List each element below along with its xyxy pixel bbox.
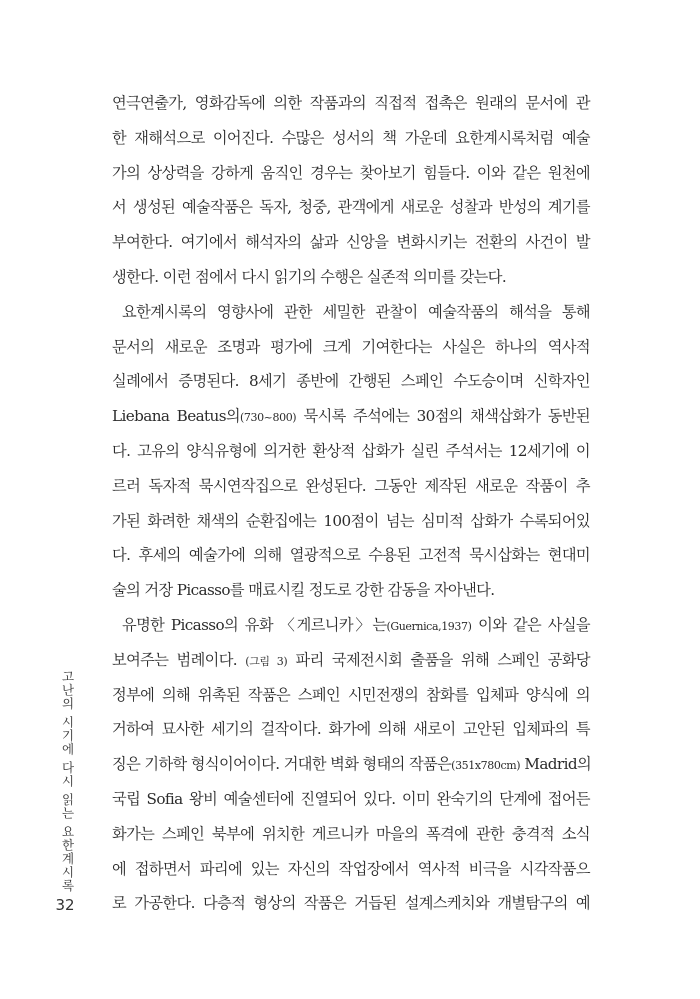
text-line: 다. 고유의 양식유형에 의거한 환상적 삽화가 실린 주석서는 12세기에 이 xyxy=(112,441,590,460)
parenthetical-note: (Guernica,1937) xyxy=(386,619,472,633)
text-line: 가의 상상력을 강하게 움직인 경우는 찾아보기 힘들다. 이와 같은 원천에 xyxy=(112,163,590,182)
text-run: Liebana Beatus의 xyxy=(112,407,240,426)
text-line: 정부에 의해 위촉된 작품은 스페인 시민전쟁의 참화를 입체파 양식에 의 xyxy=(112,685,590,704)
text-run: Madrid의 xyxy=(520,755,592,774)
text-line: 연극연출가, 영화감독에 의한 작품과의 직접적 접촉은 원래의 문서에 관 xyxy=(112,94,590,112)
text-line xyxy=(112,608,590,643)
text-run: 유명한 Picasso의 유화 〈게르니카〉는 xyxy=(122,615,387,634)
text-line: 문서의 새로운 조명과 평가에 크게 기여한다는 사실은 하나의 역사적 xyxy=(112,337,590,356)
text-run: 파리 국제전시회 출품을 위해 스페인 공화당 xyxy=(287,650,590,669)
text-line: 요한계시록의 영향사에 관한 세밀한 관찰이 예술작품의 해석을 통해 xyxy=(122,302,590,321)
text-run: 이와 같은 사실을 xyxy=(471,615,590,634)
text-line: 화가는 스페인 북부에 위치한 게르니카 마을의 폭격에 관한 충격적 소식 xyxy=(112,824,590,843)
page-number: 32 xyxy=(55,896,75,914)
text-line xyxy=(112,747,590,782)
text-line: 국립 Sofia 왕비 예술센터에 진열되어 있다. 이미 완숙기의 단계에 접어든 xyxy=(112,789,590,808)
text-run: 보여주는 범례이다. xyxy=(112,650,246,669)
text-line: 로 가공한다. 다층적 형상의 작품은 거듭된 설계스케치와 개별탐구의 예 xyxy=(112,894,590,913)
text-line: 에 접하면서 파리에 있는 자신의 작업장에서 역사적 비극을 시각작품으 xyxy=(112,859,590,878)
text-line: 르러 독자적 묵시연작집으로 완성된다. 그동안 제작된 새로운 작품이 추 xyxy=(112,476,590,495)
text-line: 술의 거장 Picasso를 매료시킬 정도로 강한 감동을 자아낸다. xyxy=(112,581,495,600)
text-line: 다. 후세의 예술가에 의해 열광적으로 수용된 고전적 묵시삽화는 현대미 xyxy=(112,546,590,565)
body-text xyxy=(112,86,590,921)
text-line: 한 재해석으로 이어진다. 수많은 성서의 책 가운데 요한계시록처럼 예술 xyxy=(112,128,590,147)
text-run: 묵시록 주석에는 30점의 채색삽화가 동반된 xyxy=(296,407,590,426)
text-run: 징은 기하학 형식이어이다. 거대한 벽화 형태의 작품은 xyxy=(112,755,452,774)
text-line: 부여한다. 여기에서 해석자의 삶과 신앙을 변화시키는 전환의 사건이 발 xyxy=(112,233,590,252)
text-line: 가된 화려한 채색의 순환집에는 100점이 넘는 심미적 삽화가 수록되어있 xyxy=(112,511,590,530)
text-line: 생한다. 이런 점에서 다시 읽기의 수행은 실존적 의미를 갖는다. xyxy=(112,267,507,286)
text-line xyxy=(112,643,590,678)
parenthetical-note: (730~800) xyxy=(240,411,297,425)
running-head: 고난의 시기에 다시 읽는 요한계시록 xyxy=(60,670,75,893)
text-line xyxy=(112,399,590,434)
text-line: 실례에서 증명된다. 8세기 종반에 간행된 스페인 수도승이며 신학자인 xyxy=(112,372,590,391)
text-line: 거하여 묘사한 세기의 걸작이다. 화가에 의해 새로이 고안된 입체파의 특 xyxy=(112,720,590,739)
figure-reference: (그림 3) xyxy=(245,654,288,668)
parenthetical-note: (351x780cm) xyxy=(451,759,521,773)
text-line: 서 생성된 예술작품은 독자, 청중, 관객에게 새로운 성찰과 반성의 계기를 xyxy=(112,198,590,217)
